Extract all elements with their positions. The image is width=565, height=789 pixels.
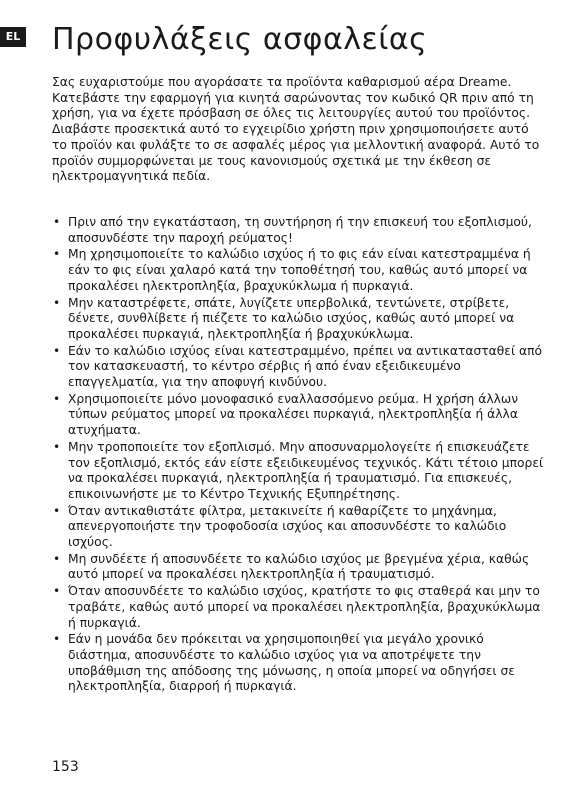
bullet-text: Εάν το καλώδιο ισχύος είναι κατεστραμμένο, πρέπει να αντικατασταθεί από τον κατασκευαστή, το κέντρο σέρβις ή από έναν εξειδικευμένο επαγγελματία, για την αποφυγή κινδύνου.: [68, 343, 543, 390]
bullet-dot: •: [53, 584, 61, 599]
bullet-dot: •: [53, 503, 61, 518]
bullet-dot: •: [53, 391, 61, 406]
list-item: [52, 632, 544, 695]
bullet-dot: •: [53, 215, 61, 229]
list-item: [52, 584, 544, 631]
bullet-text: Μη χρησιμοποιείτε το καλώδιο ισχύος ή το φις εάν είναι κατεστραμμένα ή εάν το φις είναι χαλαρό κατά την τοποθέτησή του, καθώς αυτό μπορεί να προκαλέσει ηλεκτροπληξία, βραχυκύκλωμα ή πυρκαγιά.: [68, 247, 531, 293]
bullet-text: Πριν από την εγκατάσταση, τη συντήρηση ή την επισκευή του εξοπλισμού, αποσυνδέστε την παροχή ρεύματος!: [68, 215, 532, 245]
bullet-text: Μη συνδέετε ή αποσυνδέετε το καλώδιο ισχύος με βρεγμένα χέρια, καθώς αυτό μπορεί να προκαλέσει ηλεκτροπληξία ή τραυματισμό.: [68, 551, 530, 582]
bullet-text: Μην καταστρέφετε, σπάτε, λυγίζετε υπερβολικά, τεντώνετε, στρίβετε, δένετε, συνθλίβετε ή πιέζετε το καλώδιο ισχύος, καθώς αυτό μπορεί να προκαλέσει πυρκαγιά, ηλεκτροπληξία ή βραχυκύκλωμα.: [68, 295, 515, 341]
bullet-text: Χρησιμοποιείτε μόνο μονοφασικό εναλλασσόμενο ρεύμα. Η χρήση άλλων τύπων ρεύματος μπορεί να προκαλέσει πυρκαγιά, ηλεκτροπληξία ή άλλα ατυχήματα.: [68, 391, 519, 438]
bullet-dot: •: [53, 295, 61, 310]
bullet-text: Όταν αντικαθιστάτε φίλτρα, μετακινείτε ή καθαρίζετε το μηχάνημα, απενεργοποιήστε την τροφοδοσία ισχύος και αποσυνδέστε το καλώδιο ισχύος.: [68, 503, 507, 550]
list-item: [52, 344, 544, 391]
bullet-text: Μην τροποποιείτε τον εξοπλισμό. Μην αποσυναρμολογείτε ή επισκευάζετε τον εξοπλισμό, εκτός εάν είστε εξειδικευμένος τεχνικός. Κάτι τέτοιο μπορεί να προκαλέσει πυρκαγιά, ηλεκτροπληξία ή τραυματισμό. Για επισκευές, επικοινωνήστε με το Κέντρο Τεχνικής Εξυπηρέτησης.: [68, 439, 544, 501]
list-item: [52, 296, 544, 343]
bullet-text: Εάν η μονάδα δεν πρόκειται να χρησιμοποιηθεί για μεγάλο χρονικό διάστημα, αποσυνδέστε το καλώδιο ισχύος για να αποτρέψετε την υποβάθμιση της απόδοσης της μόνωσης, η οποία μπορεί να οδηγήσει σε ηλεκτροπληξία, διαρροή ή πυρκαγιά.: [68, 632, 515, 694]
list-item: [52, 504, 544, 551]
list-item: [52, 215, 544, 246]
bullet-dot: •: [53, 439, 61, 454]
bullet-dot: •: [53, 551, 61, 566]
page-title: Προφυλάξεις ασφαλείας: [52, 22, 428, 57]
page-number: 153: [52, 759, 79, 775]
list-item: [52, 440, 544, 503]
intro-paragraph: Σας ευχαριστούμε που αγοράσατε τα προϊόντα καθαρισμού αέρα Dreame. Κατεβάστε την εφαρμογή για κινητά σαρώνοντας τον κωδικό QR πριν από τη χρήση, για να έχετε πρόσβαση σε όλες τις λειτουργίες αυτού του προϊόντος. Διαβάστε προσεκτικά αυτό το εγχειρίδιο χρήστη πριν χρησιμοποιήσετε αυτό το προϊόν και φυλάξτε το σε ασφαλές μέρος για μελλοντική αναφορά. Αυτό το προϊόν συμμορφώνεται με τους κανονισμούς σχετικά με την έκθεση σε ηλεκτρομαγνητικά πεδία.: [52, 75, 540, 184]
bullet-dot: •: [53, 632, 61, 647]
list-item: [52, 392, 544, 439]
bullet-dot: •: [53, 343, 61, 358]
safety-bullet-list: [52, 215, 544, 696]
language-badge: EL: [0, 27, 26, 47]
list-item: [52, 552, 544, 583]
bullet-text: Όταν αποσυνδέετε το καλώδιο ισχύος, κρατήστε το φις σταθερά και μην το τραβάτε, καθώς αυτό μπορεί να προκαλέσει ηλεκτροπληξία, βραχυκύκλωμα ή πυρκαγιά.: [68, 584, 541, 630]
bullet-dot: •: [53, 247, 61, 262]
list-item: [52, 247, 544, 294]
